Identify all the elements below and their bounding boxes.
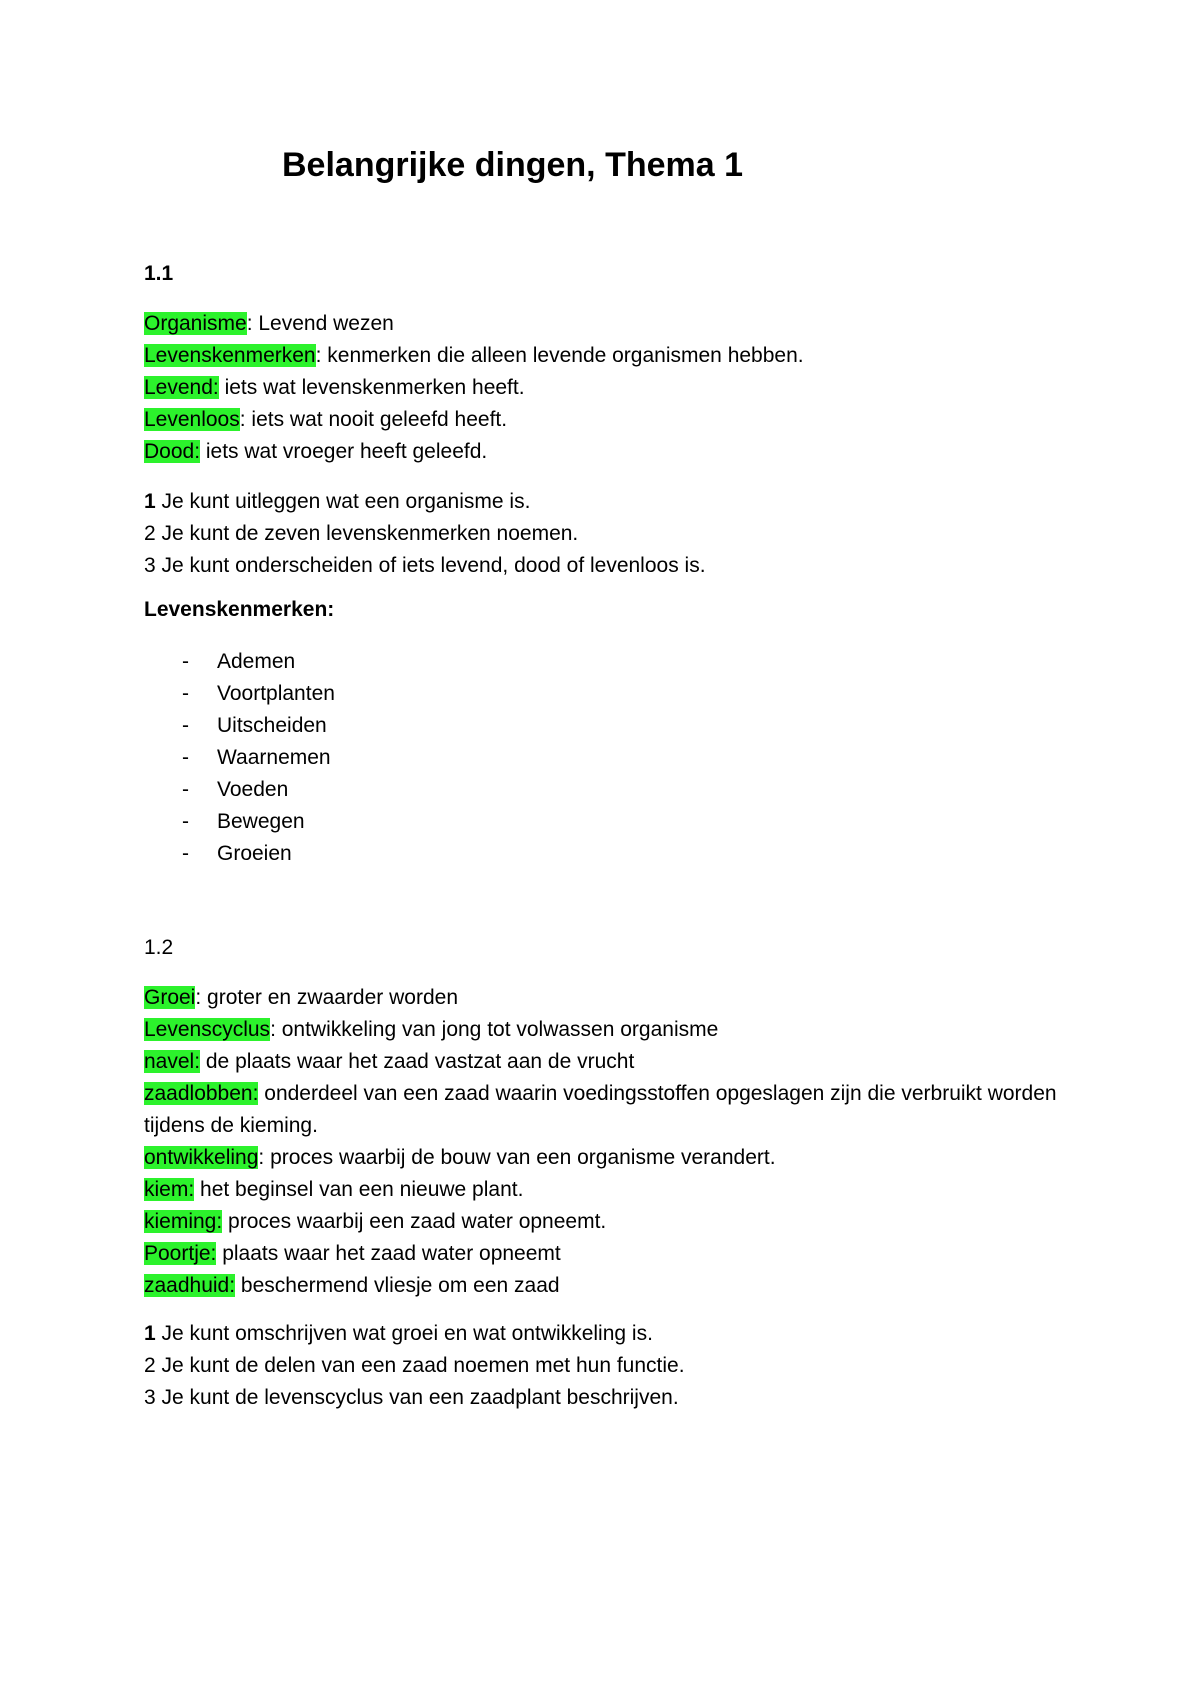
highlighted-term: Poortje: <box>144 1242 217 1265</box>
definition-text: beschermend vliesje om een zaad <box>235 1274 560 1297</box>
list-item <box>182 838 335 870</box>
definition-item <box>144 982 1064 1014</box>
list-item-text: Uitscheiden <box>217 714 327 737</box>
highlighted-term: kieming: <box>144 1210 223 1233</box>
goal-number: 1 <box>144 1322 156 1345</box>
list-item <box>182 646 335 678</box>
dash-bullet: - <box>182 650 189 673</box>
definitions-list-1-1 <box>144 308 1064 468</box>
levenskenmerken-heading: Levenskenmerken: <box>144 598 335 621</box>
highlighted-term: kiem: <box>144 1178 195 1201</box>
list-item <box>182 742 335 774</box>
highlighted-term: Levenskenmerken <box>144 344 316 367</box>
list-item <box>182 678 335 710</box>
definition-text: : groter en zwaarder worden <box>195 986 458 1009</box>
definition-item <box>144 1206 1064 1238</box>
highlighted-term: Levenscyclus <box>144 1018 271 1041</box>
definition-item <box>144 340 1064 372</box>
highlighted-term: navel: <box>144 1050 201 1073</box>
highlighted-term: zaadhuid: <box>144 1274 236 1297</box>
goal-text: Je kunt uitleggen wat een organisme is. <box>155 490 531 513</box>
goal-item <box>144 1318 685 1350</box>
definition-item <box>144 372 1064 404</box>
goal-number: 2 <box>144 522 156 545</box>
definition-item <box>144 1238 1064 1270</box>
goal-number: 2 <box>144 1354 156 1377</box>
list-item-text: Bewegen <box>217 810 305 833</box>
dash-bullet: - <box>182 778 189 801</box>
definition-item <box>144 308 1064 340</box>
definitions-list-1-2 <box>144 982 1064 1302</box>
definition-item <box>144 1046 1064 1078</box>
definition-item <box>144 1014 1064 1046</box>
list-item-text: Groeien <box>217 842 292 865</box>
definition-text: plaats waar het zaad water opneemt <box>216 1242 561 1265</box>
list-item <box>182 710 335 742</box>
definition-text: proces waarbij een zaad water opneemt. <box>222 1210 607 1233</box>
highlighted-term: Levend: <box>144 376 219 399</box>
definition-text: iets wat vroeger heeft geleefd. <box>200 440 488 463</box>
highlighted-term: ontwikkeling <box>144 1146 259 1169</box>
goal-item <box>144 550 706 582</box>
goal-text: Je kunt de levenscyclus van een zaadplant beschrijven. <box>155 1386 679 1409</box>
definition-item <box>144 1142 1064 1174</box>
goal-item <box>144 518 706 550</box>
dash-bullet: - <box>182 714 189 737</box>
learning-goals-1-2 <box>144 1318 685 1414</box>
goal-text: Je kunt omschrijven wat groei en wat ontwikkeling is. <box>155 1322 653 1345</box>
goal-number: 3 <box>144 1386 156 1409</box>
highlighted-term: zaadlobben: <box>144 1082 259 1105</box>
goal-text: Je kunt de delen van een zaad noemen met hun functie. <box>155 1354 685 1377</box>
definition-text: : Levend wezen <box>246 312 394 335</box>
definition-item <box>144 1270 1064 1302</box>
definition-item <box>144 436 1064 468</box>
highlighted-term: Organisme <box>144 312 247 335</box>
definition-text: : iets wat nooit geleefd heeft. <box>239 408 508 431</box>
goal-number: 3 <box>144 554 156 577</box>
levenskenmerken-list <box>182 646 335 870</box>
section-heading-1-1: 1.1 <box>144 262 174 285</box>
list-item-text: Voortplanten <box>217 682 335 705</box>
definition-item <box>144 1078 1064 1142</box>
list-item <box>182 774 335 806</box>
definition-text: : proces waarbij de bouw van een organisme verandert. <box>258 1146 776 1169</box>
list-item <box>182 806 335 838</box>
definition-text: : ontwikkeling van jong tot volwassen organisme <box>270 1018 719 1041</box>
dash-bullet: - <box>182 810 189 833</box>
list-item-text: Voeden <box>217 778 289 801</box>
list-item-text: Waarnemen <box>217 746 331 769</box>
definition-item <box>144 404 1064 436</box>
dash-bullet: - <box>182 842 189 865</box>
definition-item <box>144 1174 1064 1206</box>
goal-item <box>144 1350 685 1382</box>
highlighted-term: Dood: <box>144 440 201 463</box>
highlighted-term: Levenloos <box>144 408 240 431</box>
definition-text: onderdeel van een zaad waarin voedingsstoffen opgeslagen zijn die verbruikt worden tijdens de kieming. <box>144 1082 1057 1137</box>
goal-item <box>144 1382 685 1414</box>
definition-text: : kenmerken die alleen levende organismen hebben. <box>315 344 804 367</box>
section-heading-1-2: 1.2 <box>144 936 174 959</box>
goal-number: 1 <box>144 490 156 513</box>
list-item-text: Ademen <box>217 650 296 673</box>
dash-bullet: - <box>182 682 189 705</box>
goal-item <box>144 486 706 518</box>
dash-bullet: - <box>182 746 189 769</box>
learning-goals-1-1 <box>144 486 706 582</box>
definition-text: het beginsel van een nieuwe plant. <box>194 1178 524 1201</box>
goal-text: Je kunt de zeven levenskenmerken noemen. <box>155 522 579 545</box>
highlighted-term: Groei <box>144 986 196 1009</box>
definition-text: iets wat levenskenmerken heeft. <box>218 376 525 399</box>
page-title: Belangrijke dingen, Thema 1 <box>282 146 744 184</box>
definition-text: de plaats waar het zaad vastzat aan de vrucht <box>200 1050 635 1073</box>
goal-text: Je kunt onderscheiden of iets levend, dood of levenloos is. <box>155 554 706 577</box>
